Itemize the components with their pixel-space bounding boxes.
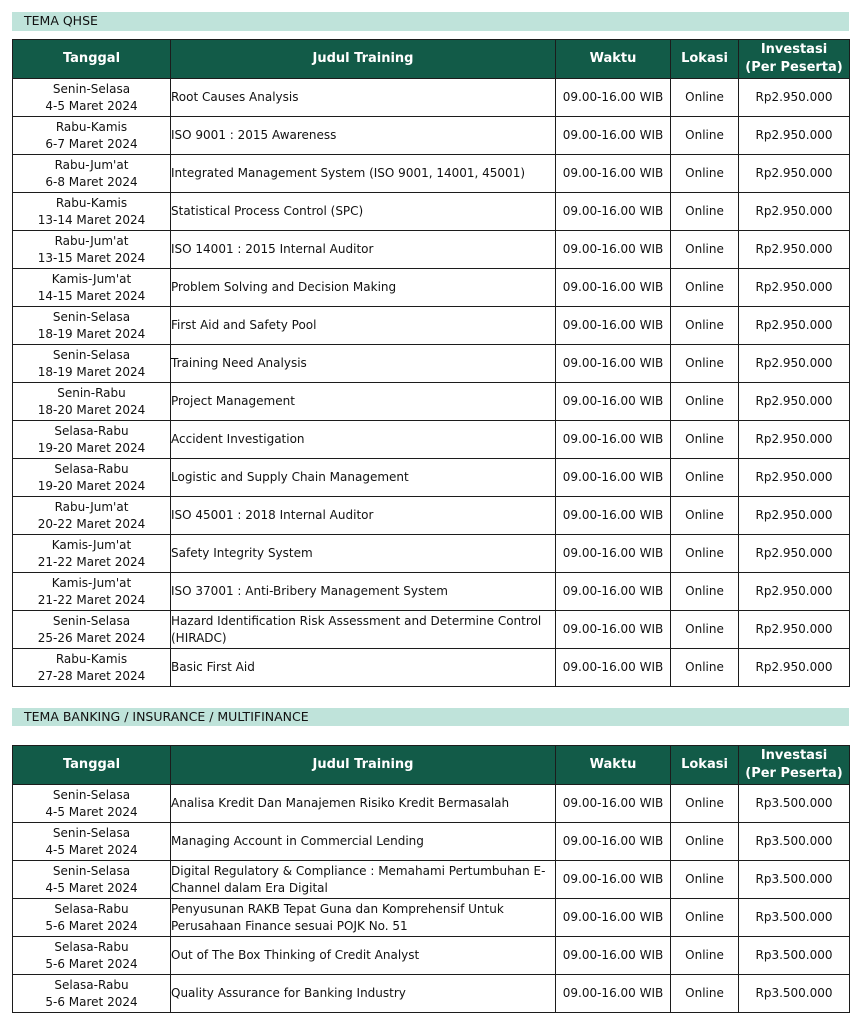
cell-price: Rp2.950.000 [739,497,850,535]
cell-time: 09.00-16.00 WIB [556,611,671,649]
cell-date-range: 25-26 Maret 2024 [37,630,146,645]
cell-date [13,649,171,687]
cell-date [13,383,171,421]
cell-training-title: Managing Account in Commercial Lending [171,823,556,861]
table-row [13,345,850,383]
header-date: Tanggal [13,746,171,785]
training-table-banking [12,745,850,1013]
cell-day-range: Kamis-Jum'at [51,537,132,552]
cell-location: Online [671,421,739,459]
cell-location: Online [671,193,739,231]
training-table-qhse [12,39,850,687]
header-price-line1: Investasi [760,42,828,57]
cell-date-range: 20-22 Maret 2024 [37,516,146,531]
cell-date-range: 4-5 Maret 2024 [45,98,138,113]
table-header-row [13,746,850,785]
cell-location: Online [671,573,739,611]
cell-day-range: Kamis-Jum'at [51,271,132,286]
cell-training-title: Statistical Process Control (SPC) [171,193,556,231]
cell-day-range: Senin-Selasa [52,613,131,628]
cell-date-range: 6-7 Maret 2024 [45,136,138,151]
header-time: Waktu [556,40,671,79]
cell-day-range: Rabu-Jum'at [54,499,129,514]
table-row [13,573,850,611]
cell-time: 09.00-16.00 WIB [556,155,671,193]
cell-time: 09.00-16.00 WIB [556,937,671,975]
cell-date [13,193,171,231]
cell-location: Online [671,155,739,193]
table-body [13,79,850,687]
cell-day-range: Senin-Selasa [52,309,131,324]
cell-location: Online [671,611,739,649]
cell-day-range: Senin-Rabu [57,385,126,400]
cell-training-title: ISO 14001 : 2015 Internal Auditor [171,231,556,269]
cell-date [13,937,171,975]
cell-location: Online [671,899,739,937]
cell-date [13,459,171,497]
table-row [13,269,850,307]
cell-location: Online [671,231,739,269]
cell-date [13,823,171,861]
cell-price: Rp2.950.000 [739,155,850,193]
cell-day-range: Rabu-Jum'at [54,157,129,172]
cell-date [13,421,171,459]
cell-price: Rp3.500.000 [739,975,850,1013]
header-title: Judul Training [171,40,556,79]
header-price-line2: (Per Peserta) [745,766,843,781]
cell-location: Online [671,117,739,155]
cell-price: Rp3.500.000 [739,785,850,823]
table-row [13,611,850,649]
cell-day-range: Rabu-Jum'at [54,233,129,248]
cell-day-range: Rabu-Kamis [55,651,128,666]
cell-date-range: 6-8 Maret 2024 [45,174,138,189]
cell-date-range: 18-19 Maret 2024 [37,326,146,341]
cell-date [13,497,171,535]
cell-training-title: ISO 9001 : 2015 Awareness [171,117,556,155]
header-location: Lokasi [671,40,739,79]
table-row [13,785,850,823]
cell-training-title: Hazard Identification Risk Assessment and Determine Control (HIRADC) [171,611,556,649]
cell-location: Online [671,535,739,573]
cell-location: Online [671,823,739,861]
table-header-row [13,40,850,79]
cell-price: Rp2.950.000 [739,611,850,649]
cell-day-range: Senin-Selasa [52,863,131,878]
cell-date [13,861,171,899]
section-band-banking [12,708,849,726]
header-time: Waktu [556,746,671,785]
table-row [13,649,850,687]
table-row [13,459,850,497]
cell-location: Online [671,269,739,307]
cell-time: 09.00-16.00 WIB [556,823,671,861]
cell-date-range: 21-22 Maret 2024 [37,592,146,607]
cell-price: Rp3.500.000 [739,823,850,861]
cell-date-range: 21-22 Maret 2024 [37,554,146,569]
cell-time: 09.00-16.00 WIB [556,785,671,823]
cell-day-range: Rabu-Kamis [55,195,128,210]
cell-price: Rp2.950.000 [739,535,850,573]
header-date: Tanggal [13,40,171,79]
cell-time: 09.00-16.00 WIB [556,269,671,307]
cell-price: Rp3.500.000 [739,899,850,937]
cell-location: Online [671,459,739,497]
header-title: Judul Training [171,746,556,785]
cell-training-title: Basic First Aid [171,649,556,687]
section-band-qhse [12,12,849,31]
table-row [13,307,850,345]
cell-day-range: Selasa-Rabu [54,901,129,916]
cell-day-range: Senin-Selasa [52,81,131,96]
cell-date-range: 13-15 Maret 2024 [37,250,146,265]
cell-date-range: 19-20 Maret 2024 [37,440,146,455]
cell-price: Rp2.950.000 [739,269,850,307]
cell-day-range: Rabu-Kamis [55,119,128,134]
cell-date-range: 4-5 Maret 2024 [45,842,138,857]
cell-date-range: 5-6 Maret 2024 [45,956,138,971]
cell-price: Rp2.950.000 [739,383,850,421]
cell-time: 09.00-16.00 WIB [556,193,671,231]
cell-training-title: Safety Integrity System [171,535,556,573]
cell-training-title: Penyusunan RAKB Tepat Guna dan Komprehensif Untuk Perusahaan Finance sesuai POJK No. 51 [171,899,556,937]
cell-time: 09.00-16.00 WIB [556,345,671,383]
cell-price: Rp2.950.000 [739,307,850,345]
cell-day-range: Selasa-Rabu [54,423,129,438]
cell-training-title: Training Need Analysis [171,345,556,383]
table-row [13,861,850,899]
cell-time: 09.00-16.00 WIB [556,79,671,117]
cell-location: Online [671,79,739,117]
cell-price: Rp2.950.000 [739,117,850,155]
cell-training-title: Digital Regulatory & Compliance : Memahami Pertumbuhan E-Channel dalam Era Digital [171,861,556,899]
cell-location: Online [671,649,739,687]
table-row [13,975,850,1013]
cell-date [13,345,171,383]
table-row [13,535,850,573]
table-row [13,117,850,155]
cell-price: Rp2.950.000 [739,459,850,497]
cell-date [13,899,171,937]
cell-date-range: 5-6 Maret 2024 [45,918,138,933]
section-band-label: TEMA BANKING / INSURANCE / MULTIFINANCE [24,708,309,724]
cell-price: Rp3.500.000 [739,861,850,899]
cell-time: 09.00-16.00 WIB [556,573,671,611]
cell-date [13,611,171,649]
cell-price: Rp2.950.000 [739,345,850,383]
cell-day-range: Senin-Selasa [52,787,131,802]
cell-date [13,535,171,573]
header-price [739,40,850,79]
cell-time: 09.00-16.00 WIB [556,975,671,1013]
cell-location: Online [671,861,739,899]
cell-time: 09.00-16.00 WIB [556,899,671,937]
header-location: Lokasi [671,746,739,785]
table-row [13,193,850,231]
cell-price: Rp3.500.000 [739,937,850,975]
cell-location: Online [671,785,739,823]
cell-time: 09.00-16.00 WIB [556,421,671,459]
cell-date [13,231,171,269]
cell-day-range: Selasa-Rabu [54,977,129,992]
cell-training-title: Integrated Management System (ISO 9001, 14001, 45001) [171,155,556,193]
cell-training-title: Accident Investigation [171,421,556,459]
header-price-line2: (Per Peserta) [745,60,843,75]
cell-date [13,307,171,345]
cell-training-title: Analisa Kredit Dan Manajemen Risiko Kredit Bermasalah [171,785,556,823]
cell-training-title: Out of The Box Thinking of Credit Analyst [171,937,556,975]
cell-time: 09.00-16.00 WIB [556,649,671,687]
cell-training-title: ISO 45001 : 2018 Internal Auditor [171,497,556,535]
cell-date [13,155,171,193]
cell-date-range: 13-14 Maret 2024 [37,212,146,227]
header-price-line1: Investasi [760,748,828,763]
cell-date-range: 18-19 Maret 2024 [37,364,146,379]
cell-day-range: Senin-Selasa [52,347,131,362]
cell-location: Online [671,383,739,421]
cell-day-range: Selasa-Rabu [54,461,129,476]
cell-date [13,269,171,307]
table-row [13,155,850,193]
cell-price: Rp2.950.000 [739,231,850,269]
cell-location: Online [671,497,739,535]
table-row [13,497,850,535]
cell-time: 09.00-16.00 WIB [556,307,671,345]
table-row [13,79,850,117]
section-band-label: TEMA QHSE [24,13,98,29]
table-row [13,231,850,269]
cell-day-range: Kamis-Jum'at [51,575,132,590]
cell-date [13,117,171,155]
cell-time: 09.00-16.00 WIB [556,117,671,155]
cell-training-title: First Aid and Safety Pool [171,307,556,345]
table-row [13,383,850,421]
cell-training-title: ISO 37001 : Anti-Bribery Management System [171,573,556,611]
cell-time: 09.00-16.00 WIB [556,535,671,573]
cell-price: Rp2.950.000 [739,79,850,117]
cell-location: Online [671,345,739,383]
table-row [13,937,850,975]
table-row [13,421,850,459]
table-row [13,899,850,937]
cell-date [13,79,171,117]
cell-price: Rp2.950.000 [739,421,850,459]
cell-day-range: Senin-Selasa [52,825,131,840]
cell-date-range: 4-5 Maret 2024 [45,804,138,819]
cell-date [13,975,171,1013]
cell-training-title: Problem Solving and Decision Making [171,269,556,307]
cell-price: Rp2.950.000 [739,193,850,231]
cell-training-title: Logistic and Supply Chain Management [171,459,556,497]
cell-date-range: 27-28 Maret 2024 [37,668,146,683]
table-row [13,823,850,861]
cell-day-range: Selasa-Rabu [54,939,129,954]
cell-price: Rp2.950.000 [739,573,850,611]
cell-date-range: 19-20 Maret 2024 [37,478,146,493]
cell-date-range: 14-15 Maret 2024 [37,288,146,303]
cell-time: 09.00-16.00 WIB [556,459,671,497]
cell-date [13,573,171,611]
cell-date-range: 5-6 Maret 2024 [45,994,138,1009]
cell-date-range: 18-20 Maret 2024 [37,402,146,417]
cell-training-title: Root Causes Analysis [171,79,556,117]
header-price [739,746,850,785]
cell-time: 09.00-16.00 WIB [556,497,671,535]
cell-date [13,785,171,823]
cell-time: 09.00-16.00 WIB [556,861,671,899]
cell-training-title: Quality Assurance for Banking Industry [171,975,556,1013]
cell-location: Online [671,937,739,975]
cell-training-title: Project Management [171,383,556,421]
table-body [13,785,850,1013]
cell-location: Online [671,307,739,345]
cell-location: Online [671,975,739,1013]
cell-price: Rp2.950.000 [739,649,850,687]
cell-date-range: 4-5 Maret 2024 [45,880,138,895]
cell-time: 09.00-16.00 WIB [556,383,671,421]
cell-time: 09.00-16.00 WIB [556,231,671,269]
